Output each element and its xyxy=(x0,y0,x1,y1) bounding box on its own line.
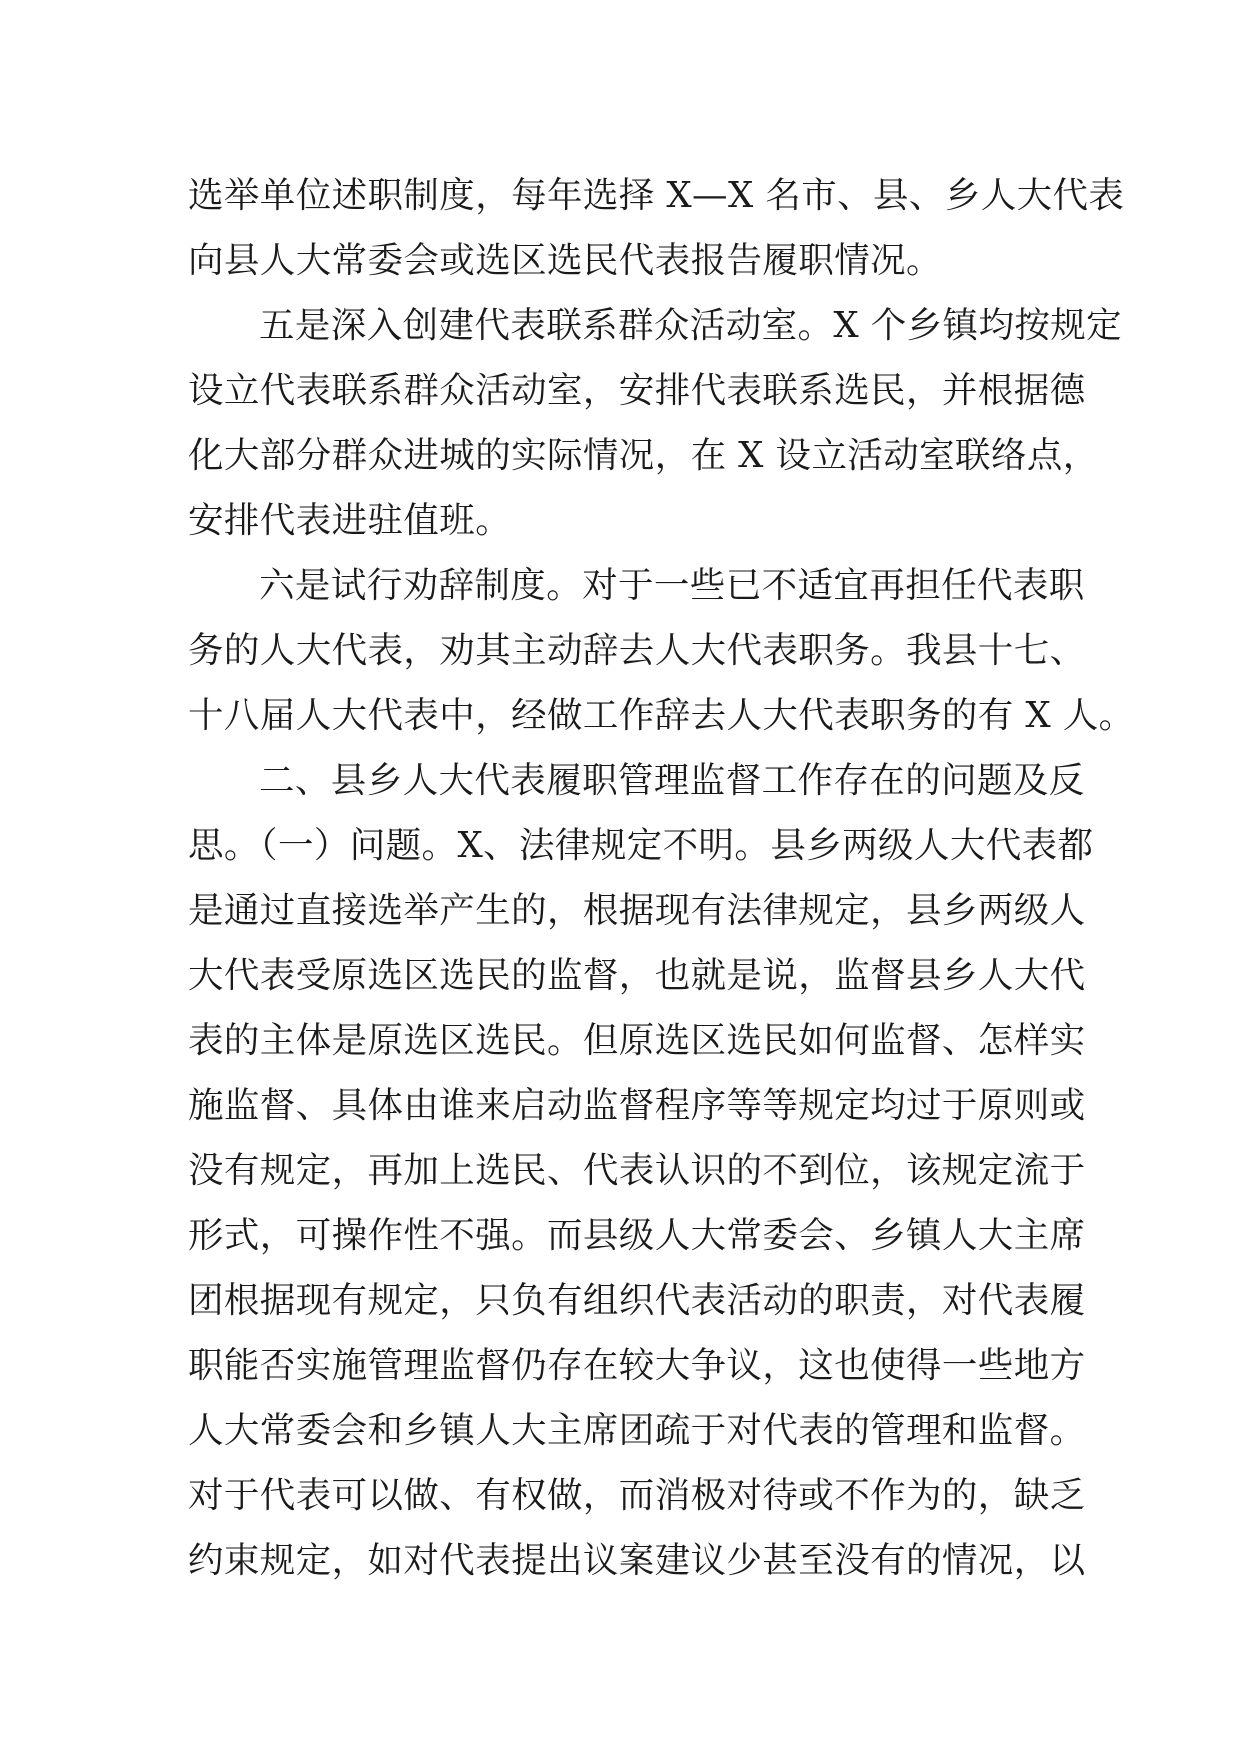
text-line: 安排代表进驻值班。 xyxy=(188,500,512,541)
text-line: 化大部分群众进城的实际情况，在 X 设立活动室联络点， xyxy=(188,435,1099,476)
text-line: 务的人大代表，劝其主动辞去人大代表职务。我县十七、 xyxy=(188,630,1086,671)
text-line: 十八届人大代表中，经做工作辞去人大代表职务的有 X 人。 xyxy=(188,695,1135,736)
text-line: 人大常委会和乡镇人大主席团疏于对代表的管理和监督。 xyxy=(188,1410,1086,1451)
text-line: 向县人大常委会或选区选民代表报告履职情况。 xyxy=(188,240,942,281)
text-line: 选举单位述职制度，每年选择 X—X 名市、县、乡人大代表 xyxy=(188,175,1125,216)
text-line: 形式，可操作性不强。而县级人大常委会、乡镇人大主席 xyxy=(188,1215,1086,1256)
text-line: 约束规定，如对代表提出议案建议少甚至没有的情况，以 xyxy=(188,1540,1086,1581)
text-line: 设立代表联系群众活动室，安排代表联系选民，并根据德 xyxy=(188,370,1086,411)
text-line: 是通过直接选举产生的，根据现有法律规定，县乡两级人 xyxy=(188,890,1086,931)
text-line: 六是试行劝辞制度。对于一些已不适宜再担任代表职 xyxy=(259,565,1085,606)
text-line: 施监督、具体由谁来启动监督程序等等规定均过于原则或 xyxy=(188,1085,1086,1126)
text-line: 团根据现有规定，只负有组织代表活动的职责，对代表履 xyxy=(188,1280,1086,1321)
text-line: 表的主体是原选区选民。但原选区选民如何监督、怎样实 xyxy=(188,1020,1086,1061)
body-text xyxy=(188,163,1135,1593)
text-line: 大代表受原选区选民的监督，也就是说，监督县乡人大代 xyxy=(188,955,1086,996)
text-line: 二、县乡人大代表履职管理监督工作存在的问题及反 xyxy=(259,760,1085,801)
text-line: 没有规定，再加上选民、代表认识的不到位，该规定流于 xyxy=(188,1150,1086,1191)
text-line: 职能否实施管理监督仍存在较大争议，这也使得一些地方 xyxy=(188,1345,1086,1386)
text-line: 思。（一）问题。X、法律规定不明。县乡两级人大代表都 xyxy=(188,825,1094,866)
text-line: 对于代表可以做、有权做，而消极对待或不作为的，缺乏 xyxy=(188,1475,1086,1516)
text-line: 五是深入创建代表联系群众活动室。X 个乡镇均按规定 xyxy=(259,305,1123,346)
